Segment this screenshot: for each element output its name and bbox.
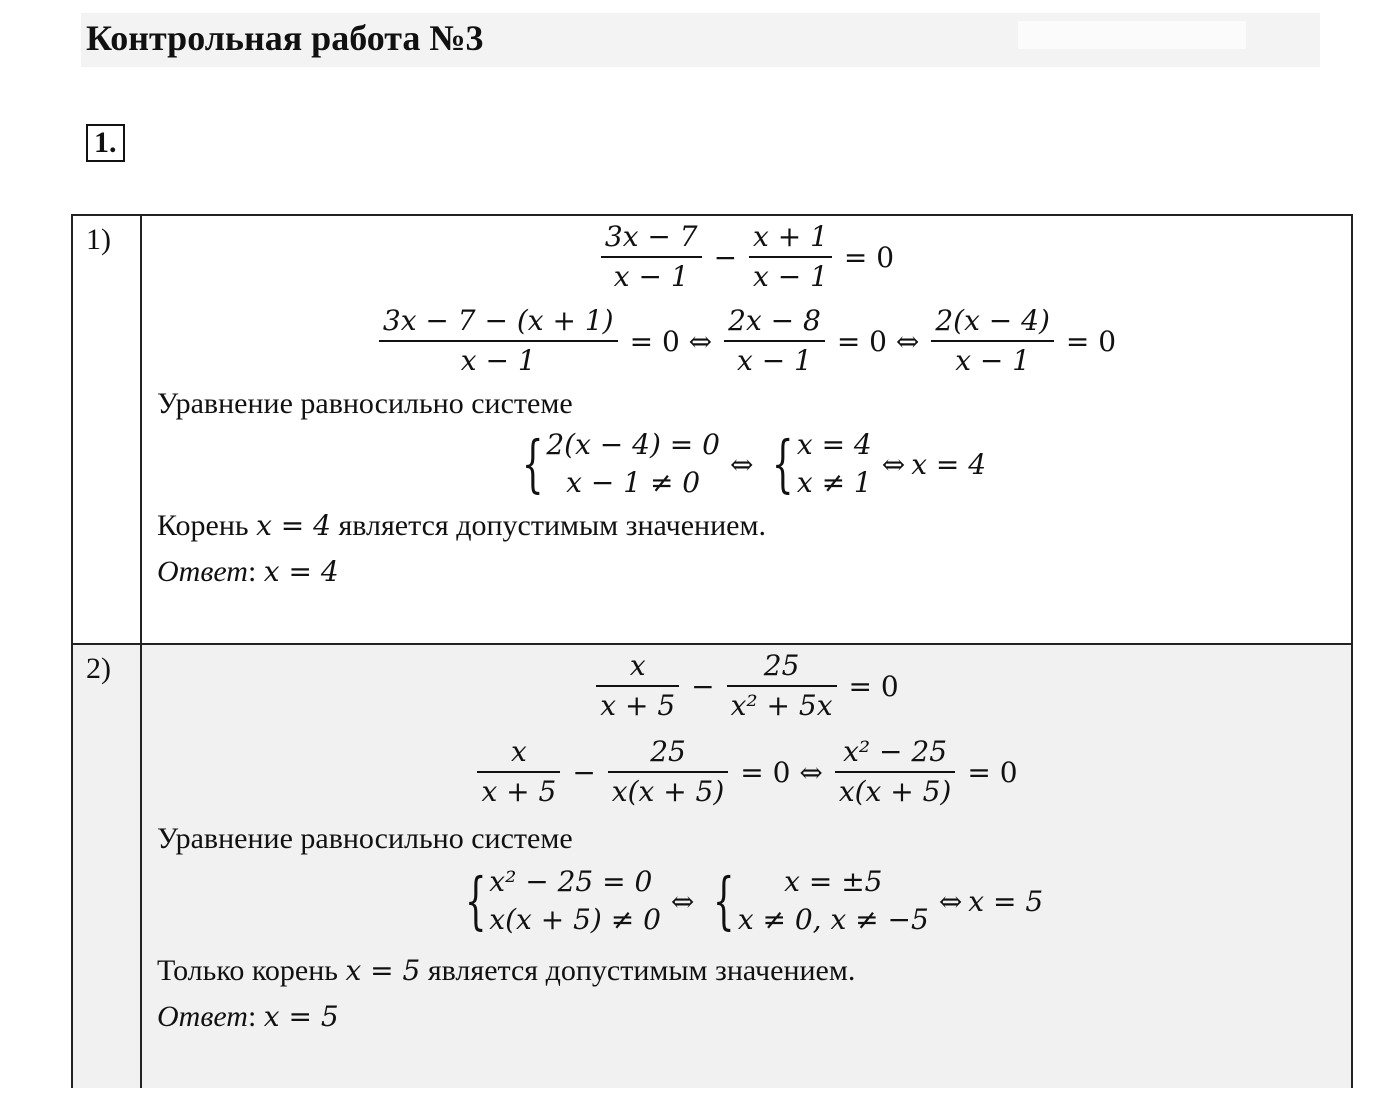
answer-colon: : [247,1000,264,1033]
operator: = 0 ⇔ [836,324,920,358]
operator: = 0 [843,240,895,274]
operator: ⇔ [881,447,906,481]
numerator: 3x − 7 [604,220,698,253]
numerator: x + 1 [753,220,828,253]
equation-original [144,218,1351,296]
root-text: является допустимым значением. [330,509,766,542]
fraction [608,733,729,811]
answer-value: x = 4 [263,555,339,588]
numerator: 2(x − 4) [935,304,1050,337]
equation-system [144,426,1351,502]
system-line: x ≠ 0, x ≠ −5 [737,903,929,936]
denominator: x − 1 [737,344,812,377]
system-line: 2(x − 4) = 0 [546,428,720,461]
operator: = 0 [967,755,1018,789]
numerator: x [629,649,646,682]
operator: − [691,669,715,703]
brace-icon: { [464,864,487,937]
denominator: x − 1 [460,344,536,377]
equation-transform [144,733,1351,811]
answer-value: x = 5 [263,1000,339,1033]
fraction [835,733,956,811]
fraction [379,302,618,380]
answer-colon: : [247,555,264,588]
equation-system [144,863,1351,939]
operator: ⇔ [670,884,695,918]
numerator: x² − 25 [843,735,948,768]
system-block [513,426,720,502]
answer-label: Ответ [157,555,248,588]
equation-transform [144,302,1351,380]
operator: ⇔ [729,447,754,481]
fraction [601,218,702,296]
task-number-box: 1. [86,124,125,162]
solution-row-1 [73,216,1351,643]
system-line: x(x + 5) ≠ 0 [489,903,661,936]
denominator: x(x + 5) [838,775,952,808]
row-label: 1) [73,216,142,643]
operator: ⇔ [938,884,963,918]
page-title: Контрольная работа №3 [86,18,484,58]
denominator: x − 1 [753,260,828,293]
system-line: x ≠ 1 [796,466,872,499]
system-line: x² − 25 = 0 [489,865,653,898]
solution-table [71,214,1353,1088]
solution-row-2 [73,643,1351,1088]
system-line: x = 4 [796,428,872,461]
answer-label: Ответ [157,1000,248,1033]
root-math: x = 5 [345,954,421,987]
operator: = 0 [1065,324,1117,358]
fraction [724,302,825,380]
brace-icon: { [713,864,735,937]
denominator: x + 5 [600,689,676,722]
root-statement [157,508,766,544]
solution-content [144,216,1351,643]
denominator: x − 1 [613,260,689,293]
operator: = 0 [848,669,899,703]
answer-line [157,554,339,590]
equation-original [144,647,1351,725]
fraction [727,647,837,725]
fraction [596,647,679,725]
fraction [931,302,1054,380]
denominator: x + 5 [481,775,557,808]
system-line: x − 1 ≠ 0 [566,466,701,499]
root-math: x = 4 [256,509,331,542]
system-result: x = 5 [968,884,1044,918]
operator: = 0 ⇔ [740,755,823,789]
root-text: Корень [157,509,257,542]
fraction [749,218,832,296]
system-block [704,863,928,939]
operator: = 0 ⇔ [629,324,713,358]
root-statement [157,953,855,989]
solution-content [144,645,1351,1088]
row-label: 2) [73,645,142,1088]
root-text: Только корень [157,954,346,987]
operator: − [713,240,738,274]
numerator: 3x − 7 − (x + 1) [382,304,614,337]
root-text: является допустимым значением. [420,954,856,987]
system-result: x = 4 [911,447,987,481]
system-intro-text: Уравнение равносильно системе [157,387,573,420]
system-intro-text: Уравнение равносильно системе [157,822,573,855]
numerator: 2x − 8 [728,304,821,337]
answer-line [157,999,339,1035]
denominator: x(x + 5) [611,775,725,808]
system-block [763,426,871,502]
denominator: x² + 5x [730,689,833,722]
operator: − [572,755,596,789]
numerator: 25 [650,735,686,768]
denominator: x − 1 [955,344,1031,377]
brace-icon: { [521,427,544,500]
numerator: 25 [763,649,800,682]
numerator: x [510,735,527,768]
system-line: x = ±5 [784,865,883,898]
system-block [456,863,661,939]
brace-icon: { [772,427,794,500]
fraction [477,733,560,811]
blank-area [1018,21,1246,49]
